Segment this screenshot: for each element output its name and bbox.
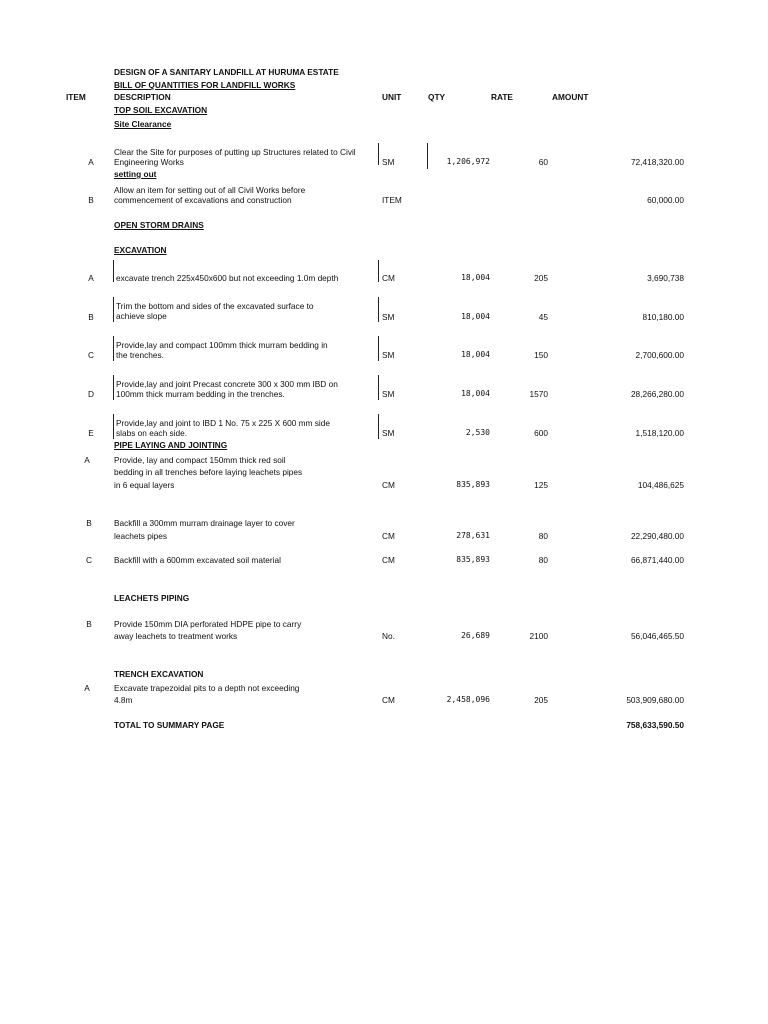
section-top-soil: TOP SOIL EXCAVATION: [114, 105, 208, 115]
row-description: Excavate trapezoidal pits to a depth not exceeding: [114, 683, 300, 693]
section-excavation: EXCAVATION: [114, 245, 167, 255]
row-rate: 80: [538, 531, 548, 541]
cell-divider: [113, 260, 114, 282]
row-unit: SM: [382, 389, 395, 399]
row-amount: 810,180.00: [642, 312, 684, 322]
row-unit: ITEM: [382, 195, 402, 205]
document-subtitle: BILL OF QUANTITIES FOR LANDFILL WORKS: [114, 80, 296, 90]
row-amount: 56,046,465.50: [630, 631, 684, 641]
row-description: achieve slope: [116, 311, 167, 321]
row-unit: CM: [382, 555, 395, 565]
row-description: excavate trench 225x450x600 but not exceeding 1.0m depth: [116, 273, 339, 283]
row-qty: 278,631: [456, 531, 490, 540]
row-description: away leachets to treatment works: [114, 631, 238, 641]
row-rate: 45: [538, 312, 548, 322]
header-unit: UNIT: [382, 92, 402, 102]
row-qty: 835,893: [456, 480, 490, 489]
row-unit: CM: [382, 695, 395, 705]
header-item: ITEM: [66, 92, 86, 102]
row-description: the trenches.: [116, 350, 164, 360]
total-label: TOTAL TO SUMMARY PAGE: [114, 720, 225, 730]
row-qty: 18,004: [461, 312, 490, 321]
cell-divider: [113, 297, 114, 322]
row-description: Provide,lay and compact 100mm thick murram bedding in: [116, 340, 328, 350]
row-description: Provide,lay and joint to IBD 1 No. 75 x 225 X 600 mm side: [116, 418, 330, 428]
row-unit: SM: [382, 428, 395, 438]
row-description: Provide, lay and compact 150mm thick red soil: [114, 455, 286, 465]
row-amount: 104,486,625: [637, 480, 684, 490]
row-item: A: [88, 157, 94, 167]
row-rate: 205: [534, 273, 548, 283]
row-item: B: [86, 619, 92, 629]
header-qty: QTY: [428, 92, 446, 102]
row-item: C: [86, 555, 92, 565]
row-amount: 2,700,600.00: [635, 350, 684, 360]
row-qty: 835,893: [456, 555, 490, 564]
row-qty: 18,004: [461, 273, 490, 282]
row-rate: 150: [534, 350, 548, 360]
row-item: A: [84, 455, 90, 465]
row-amount: 1,518,120.00: [635, 428, 684, 438]
row-item: C: [88, 350, 94, 360]
row-item: E: [88, 428, 94, 438]
row-item: A: [84, 683, 90, 693]
row-unit: SM: [382, 157, 395, 167]
row-description: slabs on each side.: [116, 428, 188, 438]
row-description: Backfill with a 600mm excavated soil material: [114, 555, 281, 565]
cell-divider: [378, 414, 379, 439]
row-rate: 80: [538, 555, 548, 565]
row-description: bedding in all trenches before laying leachets pipes: [114, 467, 303, 477]
cell-divider: [378, 297, 379, 322]
header-rate: RATE: [491, 92, 513, 102]
row-item: B: [88, 195, 94, 205]
row-unit: No.: [382, 631, 395, 641]
header-description: DESCRIPTION: [114, 92, 171, 102]
row-amount: 3,690,738: [647, 273, 684, 283]
row-description: 100mm thick murram bedding in the trenches.: [116, 389, 285, 399]
row-rate: 600: [534, 428, 548, 438]
row-unit: CM: [382, 273, 395, 283]
row-rate: 2100: [529, 631, 548, 641]
row-qty: 2,458,096: [446, 695, 490, 704]
row-rate: 1570: [529, 389, 548, 399]
header-amount: AMOUNT: [552, 92, 589, 102]
cell-divider: [378, 336, 379, 361]
row-amount: 22,290,480.00: [630, 531, 684, 541]
total-amount: 758,633,590.50: [626, 720, 684, 730]
row-rate: 125: [534, 480, 548, 490]
row-amount: 60,000.00: [647, 195, 684, 205]
cell-divider: [378, 260, 379, 282]
section-leachets-piping: LEACHETS PIPING: [114, 593, 190, 603]
section-site-clearance: Site Clearance: [114, 119, 172, 129]
section-trench-excavation: TRENCH EXCAVATION: [114, 669, 204, 679]
row-item: A: [88, 273, 94, 283]
row-qty: 2,530: [465, 428, 490, 437]
row-amount: 503,909,680.00: [626, 695, 684, 705]
row-unit: SM: [382, 312, 395, 322]
cell-divider: [113, 336, 114, 361]
row-amount: 28,266,280.00: [630, 389, 684, 399]
row-qty: 18,004: [461, 350, 490, 359]
row-description: Provide,lay and joint Precast concrete 300 x 300 mm IBD on: [116, 379, 338, 389]
row-description: Trim the bottom and sides of the excavated surface to: [116, 301, 314, 311]
row-qty: 18,004: [461, 389, 490, 398]
row-item: B: [86, 518, 92, 528]
section-setting-out: setting out: [114, 169, 157, 179]
row-unit: CM: [382, 480, 395, 490]
row-rate: 205: [534, 695, 548, 705]
row-item: B: [88, 312, 94, 322]
row-item: D: [88, 389, 94, 399]
cell-divider: [113, 414, 114, 439]
section-pipe-laying: PIPE LAYING AND JOINTING: [114, 440, 228, 450]
row-rate: 60: [538, 157, 548, 167]
row-amount: 66,871,440.00: [630, 555, 684, 565]
cell-divider: [113, 375, 114, 400]
row-unit: SM: [382, 350, 395, 360]
row-description: commencement of excavations and construction: [114, 195, 292, 205]
row-description: in 6 equal layers: [114, 480, 175, 490]
row-description: Allow an item for setting out of all Civil Works before: [114, 185, 306, 195]
row-amount: 72,418,320.00: [630, 157, 684, 167]
row-description: Provide 150mm DIA perforated HDPE pipe to carry: [114, 619, 302, 629]
row-qty: 1,206,972: [446, 157, 490, 166]
cell-divider: [378, 375, 379, 400]
row-description: Clear the Site for purposes of putting up Structures related to Civil: [114, 147, 356, 157]
cell-divider: [378, 143, 379, 165]
document-title: DESIGN OF A SANITARY LANDFILL AT HURUMA ESTATE: [114, 67, 339, 77]
row-description: Engineering Works: [114, 157, 184, 167]
row-description: 4.8m: [114, 695, 133, 705]
row-qty: 26,689: [461, 631, 490, 640]
row-description: Backfill a 300mm murram drainage layer to cover: [114, 518, 295, 528]
section-open-storm-drains: OPEN STORM DRAINS: [114, 220, 204, 230]
row-unit: CM: [382, 531, 395, 541]
row-description: leachets pipes: [114, 531, 168, 541]
